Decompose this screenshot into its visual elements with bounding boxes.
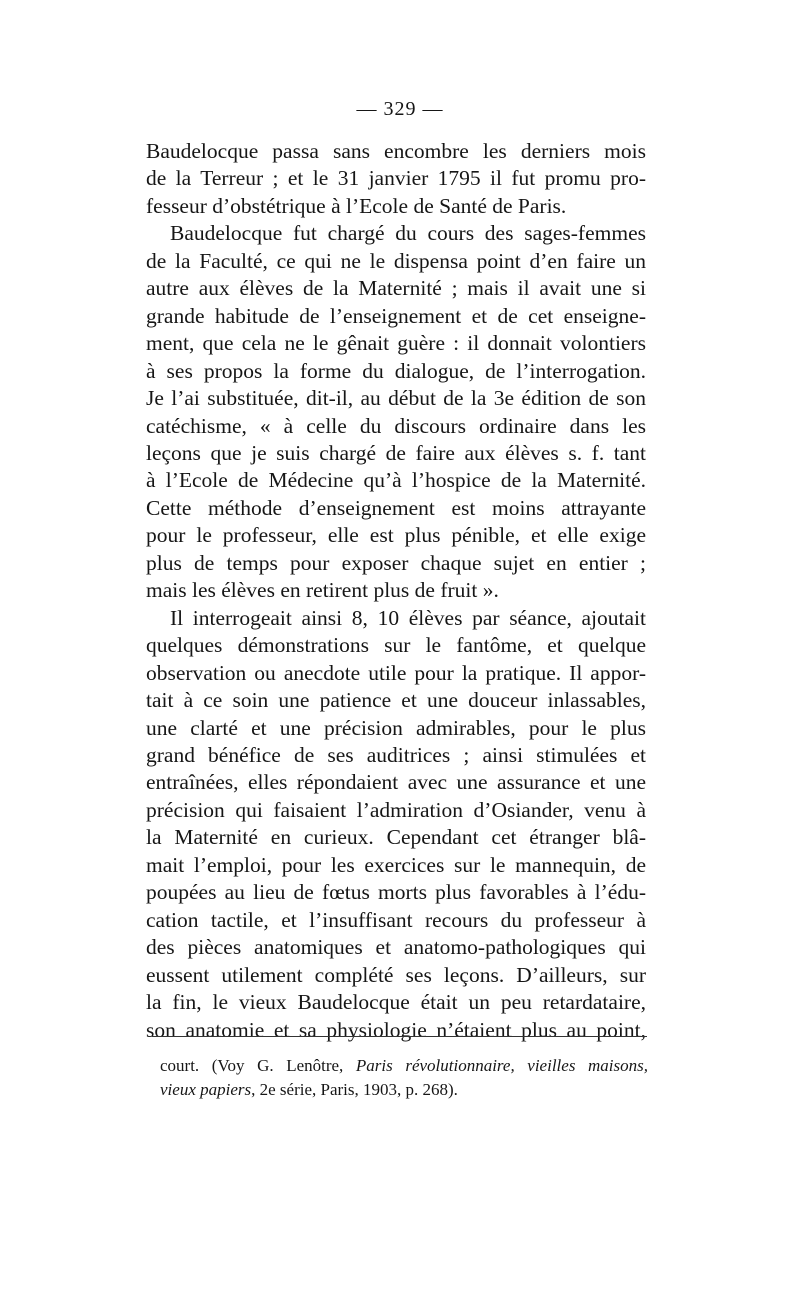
page-number: — 329 —: [356, 98, 444, 120]
text-line: Il interrogeait ainsi 8, 10 élèves par séance, ajoutait: [170, 605, 646, 630]
text-line: leçons que je suis chargé de faire aux élèves s. f. tant: [146, 440, 646, 465]
text-line: précision qui faisaient l’admiration d’Osiander, venu à: [146, 797, 646, 822]
text-line: à ses propos la forme du dialogue, de l’interrogation.: [146, 358, 646, 383]
text-line: une clarté et une précision admirables, pour le plus: [146, 715, 646, 740]
text-line: des pièces anatomiques et anatomo-pathologiques qui: [146, 935, 646, 960]
text-line: de la Faculté, ce qui ne le dispensa point d’en faire un: [146, 248, 646, 273]
footnote: [160, 1054, 648, 1102]
text-line: Baudelocque fut chargé du cours des sages-femmes: [170, 221, 646, 246]
footnote-text: , 2e série, Paris, 1903, p. 268).: [251, 1080, 458, 1099]
text-line: Baudelocque passa sans encombre les derniers mois: [146, 139, 646, 163]
footnote-title: vieux papiers: [160, 1080, 252, 1099]
text-line: fesseur d’obstétrique à l’Ecole de Santé de Paris.: [146, 193, 567, 218]
text-line: catéchisme, « à celle du discours ordinaire dans les: [146, 413, 646, 438]
text-line: entraînées, elles répondaient avec une assurance et une: [146, 770, 646, 795]
footnote-text: court. (Voy G. Lenôtre,: [160, 1056, 356, 1075]
body-text: [146, 138, 646, 1044]
text-line: mais les élèves en retirent plus de fruit ».: [146, 578, 499, 603]
text-line: cation tactile, et l’insuffisant recours du professeur à: [146, 907, 646, 932]
text-line: quelques démonstrations sur le fantôme, et quelque: [146, 633, 646, 658]
text-line: de la Terreur ; et le 31 janvier 1795 il fut promu pro-: [146, 166, 646, 191]
text-line: plus de temps pour exposer chaque sujet en entier ;: [146, 550, 646, 575]
text-line: mait l’emploi, pour les exercices sur le mannequin, de: [146, 852, 646, 877]
text-line: la fin, le vieux Baudelocque était un peu retardataire,: [146, 990, 646, 1015]
text-line: son anatomie et sa physiologie n’étaient plus au point,: [146, 1017, 646, 1042]
footnote-title: Paris révolutionnaire, vieilles maisons,: [355, 1056, 648, 1075]
text-line: tait à ce soin une patience et une douceur inlassables,: [146, 688, 646, 713]
text-line: la Maternité en curieux. Cependant cet étranger blâ-: [146, 825, 646, 850]
text-line: grande habitude de l’enseignement et de cet enseigne-: [146, 303, 646, 328]
footnote-separator: [152, 1036, 647, 1037]
text-line: grand bénéfice de ses auditrices ; ainsi stimulées et: [146, 742, 646, 767]
text-line: autre aux élèves de la Maternité ; mais il avait une si: [146, 276, 646, 301]
text-line: poupées au lieu de fœtus morts plus favorables à l’édu-: [146, 880, 646, 905]
text-line: observation ou anecdote utile pour la pratique. Il appor-: [146, 660, 646, 685]
footnote-line: [160, 1054, 648, 1078]
text-line: Cette méthode d’enseignement est moins attrayante: [146, 495, 646, 520]
footnote-line: [160, 1078, 648, 1102]
text-line: à l’Ecole de Médecine qu’à l’hospice de la Maternité.: [146, 468, 646, 493]
text-line: Je l’ai substituée, dit-il, au début de la 3e édition de son: [146, 386, 646, 411]
text-line: ment, que cela ne le gênait guère : il donnait volontiers: [146, 331, 646, 356]
text-line: pour le professeur, elle est plus pénible, et elle exige: [146, 523, 646, 548]
text-line: eussent utilement complété ses leçons. D’ailleurs, sur: [146, 962, 646, 987]
